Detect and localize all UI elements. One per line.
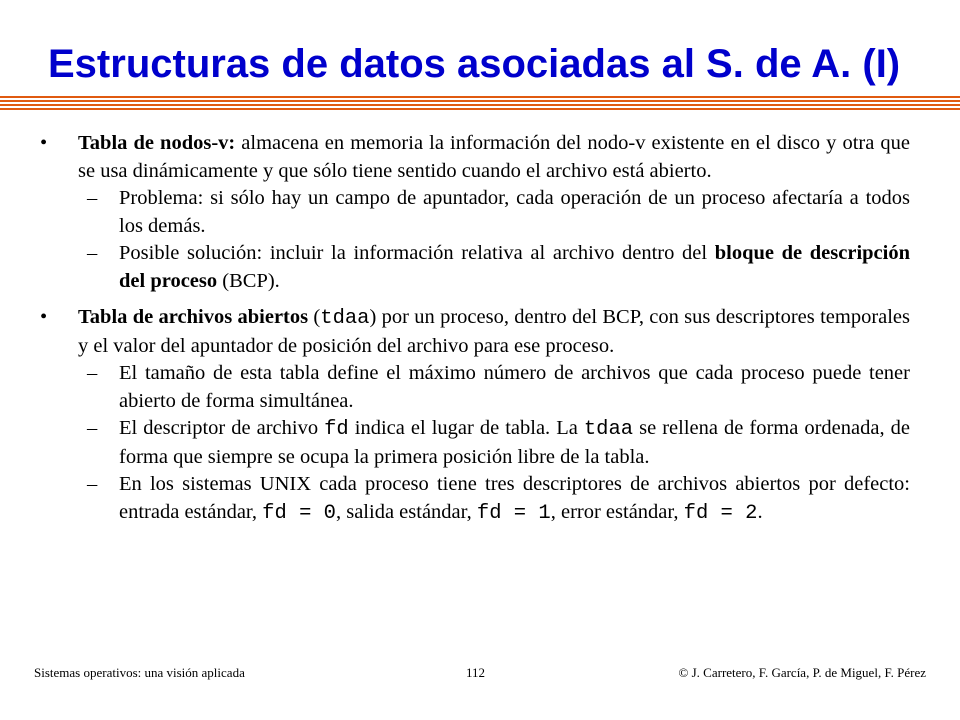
sub-item-text: El tamaño de esta tabla define el máximo número de archivos que cada proceso puede tener abierto de forma simultánea. bbox=[119, 362, 910, 412]
bullet-text: Tabla de nodos-v: almacena en memoria la información del nodo-v existente en el disco y otra que se usa dinámicamente y que sólo tiene sentido cuando el archivo está abierto. bbox=[78, 132, 910, 182]
footer-authors: © J. Carretero, F. García, P. de Miguel, F. Pérez bbox=[678, 665, 926, 680]
dash-mark: – bbox=[87, 417, 98, 439]
footer-page-number: 112 bbox=[466, 665, 486, 680]
sub-item-text: Problema: si sólo hay un campo de apuntador, cada operación de un proceso afectaría a todos los demás. bbox=[119, 187, 910, 237]
bullet-mark: • bbox=[40, 132, 48, 154]
sub-item-text: Posible solución: incluir la información relativa al archivo dentro del bloque de descripción del proceso (BCP). bbox=[119, 242, 910, 292]
footer-book-title: Sistemas operativos: una visión aplicada bbox=[34, 665, 245, 680]
dash-mark: – bbox=[87, 187, 98, 209]
sub-item-solution bbox=[40, 240, 910, 295]
slide-title: Estructuras de datos asociadas al S. de A. (I) bbox=[48, 42, 901, 86]
bullet-vnode-table bbox=[40, 130, 910, 185]
dash-mark: – bbox=[87, 242, 98, 264]
bullet-text: Tabla de archivos abiertos (tdaa) por un proceso, dentro del BCP, con sus descriptores temporales y el valor del apuntador de posición del archivo para ese proceso. bbox=[78, 306, 911, 357]
bullet-mark: • bbox=[40, 306, 48, 328]
slide-footer bbox=[0, 665, 960, 685]
sub-item-text: El descriptor de archivo fd indica el lugar de tabla. La tdaa se rellena de forma ordenada, de forma que siempre se ocupa la primera posición libre de la tabla. bbox=[119, 417, 910, 468]
sub-item-text: En los sistemas UNIX cada proceso tiene tres descriptores de archivos abiertos por defecto: entrada estándar, fd = 0, salida estándar, fd = 1, error estándar, fd = 2. bbox=[119, 473, 910, 525]
dash-mark: – bbox=[87, 362, 98, 384]
title-underline bbox=[0, 96, 960, 110]
sub-item-unix-descriptors bbox=[40, 471, 910, 527]
slide-content bbox=[40, 130, 910, 527]
dash-mark: – bbox=[87, 473, 98, 495]
sub-item-descriptor bbox=[40, 415, 910, 471]
sub-item-table-size bbox=[40, 360, 910, 415]
bullet-open-files-table bbox=[40, 304, 910, 360]
sub-item-problem bbox=[40, 185, 910, 240]
